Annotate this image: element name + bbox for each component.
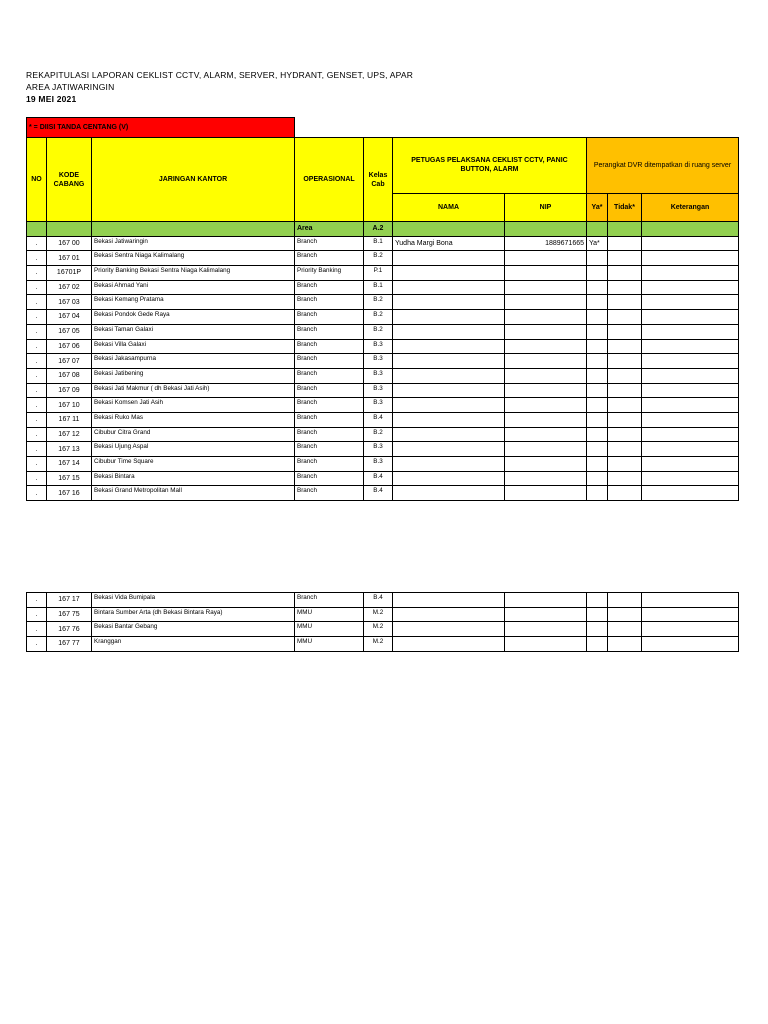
table-row: [27, 383, 739, 398]
row-jaringan-kantor: Bekasi Jakasampurna: [92, 354, 295, 369]
row-tidak: [608, 354, 642, 369]
table-row: [27, 471, 739, 486]
table-row: [27, 637, 739, 652]
row-no: .: [27, 412, 47, 427]
row-tidak: [608, 486, 642, 501]
row-kode-cabang: 167 06: [47, 339, 92, 354]
row-tidak: [608, 593, 642, 608]
checklist-table-continued: [26, 592, 739, 652]
row-no: .: [27, 324, 47, 339]
row-tidak: [608, 251, 642, 266]
row-tidak: [608, 427, 642, 442]
row-kelas: B.3: [364, 398, 393, 413]
row-tidak: [608, 324, 642, 339]
table-row: [27, 251, 739, 266]
row-nama: [393, 280, 505, 295]
table-row: [27, 295, 739, 310]
row-keterangan: [642, 251, 739, 266]
row-jaringan-kantor: Bekasi Jatiwaringin: [92, 236, 295, 251]
row-operasional: Branch: [295, 251, 364, 266]
row-kode-cabang: 167 76: [47, 622, 92, 637]
table-row: [27, 427, 739, 442]
row-kelas: B.3: [364, 442, 393, 457]
row-tidak: [608, 622, 642, 637]
col-ya-header: Ya*: [587, 193, 608, 221]
col-tidak-header: Tidak*: [608, 193, 642, 221]
row-nip: [505, 339, 587, 354]
row-operasional: Branch: [295, 236, 364, 251]
row-tidak: [608, 637, 642, 652]
row-ya: [587, 251, 608, 266]
row-no: .: [27, 368, 47, 383]
row-keterangan: [642, 354, 739, 369]
row-operasional: Branch: [295, 593, 364, 608]
row-no: .: [27, 236, 47, 251]
area-row: [27, 222, 739, 237]
row-no: .: [27, 295, 47, 310]
row-kelas: B.2: [364, 427, 393, 442]
row-nama: [393, 251, 505, 266]
table-row: [27, 280, 739, 295]
row-no: .: [27, 310, 47, 325]
row-tidak: [608, 471, 642, 486]
row-kelas: B.4: [364, 471, 393, 486]
row-jaringan-kantor: Kranggan: [92, 637, 295, 652]
row-operasional: Branch: [295, 486, 364, 501]
row-nama: [393, 471, 505, 486]
checklist-table: [26, 117, 739, 501]
row-ya: [587, 607, 608, 622]
row-tidak: [608, 383, 642, 398]
row-jaringan-kantor: Priority Banking Bekasi Sentra Niaga Kalimalang: [92, 266, 295, 281]
table-row: [27, 457, 739, 472]
row-jaringan-kantor: Bekasi Pondok Gede Raya: [92, 310, 295, 325]
row-no: .: [27, 383, 47, 398]
row-jaringan-kantor: Bekasi Vida Bumipala: [92, 593, 295, 608]
row-nama: [393, 295, 505, 310]
row-no: .: [27, 457, 47, 472]
row-operasional: Priority Banking: [295, 266, 364, 281]
row-keterangan: [642, 442, 739, 457]
row-kelas: B.2: [364, 310, 393, 325]
row-nama: [393, 324, 505, 339]
row-jaringan-kantor: Bintara Sumber Arta (dh Bekasi Bintara Raya): [92, 607, 295, 622]
row-kode-cabang: 167 01: [47, 251, 92, 266]
row-ya: [587, 622, 608, 637]
row-kelas: P.1: [364, 266, 393, 281]
row-kelas: B.3: [364, 368, 393, 383]
row-nama: [393, 383, 505, 398]
row-ya: [587, 310, 608, 325]
row-no: .: [27, 339, 47, 354]
row-kode-cabang: 167 77: [47, 637, 92, 652]
row-kelas: M.2: [364, 607, 393, 622]
row-nip: 1889671665: [505, 236, 587, 251]
row-ya: [587, 383, 608, 398]
row-ya: [587, 368, 608, 383]
row-nama: [393, 637, 505, 652]
row-nama: [393, 442, 505, 457]
row-tidak: [608, 412, 642, 427]
row-kode-cabang: 16701P: [47, 266, 92, 281]
row-kelas: B.4: [364, 486, 393, 501]
row-jaringan-kantor: Bekasi Ujung Aspal: [92, 442, 295, 457]
report-area: AREA JATIWARINGIN: [26, 82, 115, 92]
row-keterangan: [642, 457, 739, 472]
row-nip: [505, 295, 587, 310]
row-kelas: B.4: [364, 593, 393, 608]
row-kode-cabang: 167 16: [47, 486, 92, 501]
row-nip: [505, 486, 587, 501]
report-date: 19 MEI 2021: [26, 94, 77, 104]
table-row: [27, 324, 739, 339]
row-jaringan-kantor: Bekasi Jatibening: [92, 368, 295, 383]
row-tidak: [608, 310, 642, 325]
row-nip: [505, 310, 587, 325]
row-tidak: [608, 457, 642, 472]
row-keterangan: [642, 622, 739, 637]
col-jaringan-header: JARINGAN KANTOR: [92, 138, 295, 222]
row-ya: [587, 266, 608, 281]
row-nama: [393, 398, 505, 413]
table-row: [27, 339, 739, 354]
row-kode-cabang: 167 13: [47, 442, 92, 457]
table-row: [27, 368, 739, 383]
table-row: [27, 354, 739, 369]
row-ya: [587, 412, 608, 427]
row-nip: [505, 593, 587, 608]
row-nip: [505, 383, 587, 398]
table-row: [27, 266, 739, 281]
row-tidak: [608, 368, 642, 383]
row-nama: [393, 339, 505, 354]
row-keterangan: [642, 280, 739, 295]
row-nip: [505, 471, 587, 486]
row-keterangan: [642, 266, 739, 281]
table-row: [27, 310, 739, 325]
row-nip: [505, 427, 587, 442]
row-no: .: [27, 442, 47, 457]
row-nama: [393, 427, 505, 442]
row-kelas: B.2: [364, 295, 393, 310]
row-kelas: B.3: [364, 383, 393, 398]
table-row: [27, 442, 739, 457]
row-jaringan-kantor: Cibubur Time Square: [92, 457, 295, 472]
row-kode-cabang: 167 17: [47, 593, 92, 608]
table-row: [27, 607, 739, 622]
col-kelas-header: Kelas Cab: [364, 138, 393, 222]
table-row: [27, 593, 739, 608]
row-operasional: Branch: [295, 354, 364, 369]
row-nama: [393, 354, 505, 369]
row-operasional: Branch: [295, 412, 364, 427]
row-nip: [505, 457, 587, 472]
row-ya: [587, 427, 608, 442]
row-nama: [393, 310, 505, 325]
row-ya: [587, 593, 608, 608]
row-kelas: B.1: [364, 236, 393, 251]
row-nama: [393, 412, 505, 427]
row-jaringan-kantor: Cibubur Citra Grand: [92, 427, 295, 442]
row-ya: [587, 457, 608, 472]
area-kelas: A.2: [364, 222, 393, 237]
row-nip: [505, 280, 587, 295]
row-nama: [393, 457, 505, 472]
row-no: .: [27, 427, 47, 442]
row-kode-cabang: 167 09: [47, 383, 92, 398]
col-no-header: NO: [27, 138, 47, 222]
row-nip: [505, 442, 587, 457]
row-jaringan-kantor: Bekasi Bintara: [92, 471, 295, 486]
row-operasional: Branch: [295, 339, 364, 354]
row-kelas: M.2: [364, 622, 393, 637]
row-kode-cabang: 167 02: [47, 280, 92, 295]
row-nip: [505, 607, 587, 622]
row-kode-cabang: 167 00: [47, 236, 92, 251]
row-kelas: B.3: [364, 339, 393, 354]
row-jaringan-kantor: Bekasi Jati Makmur ( dh Bekasi Jati Asih): [92, 383, 295, 398]
row-nip: [505, 398, 587, 413]
row-keterangan: [642, 412, 739, 427]
row-kode-cabang: 167 15: [47, 471, 92, 486]
row-operasional: Branch: [295, 295, 364, 310]
row-operasional: Branch: [295, 324, 364, 339]
row-no: .: [27, 398, 47, 413]
row-kode-cabang: 167 11: [47, 412, 92, 427]
row-ya: [587, 280, 608, 295]
row-tidak: [608, 236, 642, 251]
row-jaringan-kantor: Bekasi Villa Galaxi: [92, 339, 295, 354]
row-nip: [505, 637, 587, 652]
row-keterangan: [642, 295, 739, 310]
row-ya: [587, 637, 608, 652]
row-nama: [393, 622, 505, 637]
row-tidak: [608, 339, 642, 354]
row-operasional: Branch: [295, 383, 364, 398]
row-ya: [587, 471, 608, 486]
fill-note: * = DIISI TANDA CENTANG (V): [27, 118, 295, 138]
row-tidak: [608, 280, 642, 295]
row-operasional: Branch: [295, 398, 364, 413]
row-jaringan-kantor: Bekasi Kemang Pratama: [92, 295, 295, 310]
row-keterangan: [642, 471, 739, 486]
row-operasional: Branch: [295, 427, 364, 442]
row-tidak: [608, 607, 642, 622]
row-nip: [505, 251, 587, 266]
row-jaringan-kantor: Bekasi Grand Metropolitan Mall: [92, 486, 295, 501]
row-no: .: [27, 251, 47, 266]
table-row: [27, 412, 739, 427]
row-nama: [393, 593, 505, 608]
row-nama: [393, 486, 505, 501]
row-ya: [587, 324, 608, 339]
row-kode-cabang: 167 03: [47, 295, 92, 310]
row-keterangan: [642, 607, 739, 622]
row-kelas: B.3: [364, 354, 393, 369]
col-dvr-header: Perangkat DVR ditempatkan di ruang server: [587, 138, 739, 194]
row-no: .: [27, 486, 47, 501]
row-keterangan: [642, 593, 739, 608]
row-keterangan: [642, 398, 739, 413]
row-kelas: B.2: [364, 324, 393, 339]
row-operasional: Branch: [295, 442, 364, 457]
row-operasional: Branch: [295, 457, 364, 472]
row-no: .: [27, 471, 47, 486]
row-keterangan: [642, 324, 739, 339]
row-jaringan-kantor: Bekasi Taman Galaxi: [92, 324, 295, 339]
row-operasional: Branch: [295, 471, 364, 486]
row-jaringan-kantor: Bekasi Komsen Jati Asih: [92, 398, 295, 413]
row-kelas: B.3: [364, 457, 393, 472]
row-keterangan: [642, 637, 739, 652]
row-operasional: MMU: [295, 607, 364, 622]
row-ya: [587, 398, 608, 413]
row-tidak: [608, 266, 642, 281]
row-nama: [393, 266, 505, 281]
table-row: [27, 236, 739, 251]
row-kode-cabang: 167 10: [47, 398, 92, 413]
row-ya: [587, 339, 608, 354]
row-nip: [505, 368, 587, 383]
row-no: .: [27, 354, 47, 369]
report-title: REKAPITULASI LAPORAN CEKLIST CCTV, ALARM, SERVER, HYDRANT, GENSET, UPS, APAR: [26, 70, 414, 80]
row-nama: [393, 607, 505, 622]
col-kode-header: KODE CABANG: [47, 138, 92, 222]
table-row: [27, 622, 739, 637]
row-nip: [505, 266, 587, 281]
row-keterangan: [642, 368, 739, 383]
row-operasional: MMU: [295, 622, 364, 637]
table-row: [27, 486, 739, 501]
row-kelas: B.2: [364, 251, 393, 266]
row-kode-cabang: 167 08: [47, 368, 92, 383]
row-ya: [587, 442, 608, 457]
col-keterangan-header: Keterangan: [642, 193, 739, 221]
col-operasional-header: OPERASIONAL: [295, 138, 364, 222]
row-nip: [505, 622, 587, 637]
row-kelas: B.4: [364, 412, 393, 427]
row-operasional: Branch: [295, 280, 364, 295]
row-ya: [587, 354, 608, 369]
row-jaringan-kantor: Bekasi Ahmad Yani: [92, 280, 295, 295]
row-tidak: [608, 442, 642, 457]
row-kode-cabang: 167 75: [47, 607, 92, 622]
row-kode-cabang: 167 07: [47, 354, 92, 369]
row-keterangan: [642, 236, 739, 251]
row-kelas: B.1: [364, 280, 393, 295]
row-no: .: [27, 607, 47, 622]
row-nip: [505, 324, 587, 339]
row-ya: [587, 486, 608, 501]
row-keterangan: [642, 383, 739, 398]
row-kelas: M.2: [364, 637, 393, 652]
row-kode-cabang: 167 04: [47, 310, 92, 325]
col-nip-header: NIP: [505, 193, 587, 221]
row-jaringan-kantor: Bekasi Ruko Mas: [92, 412, 295, 427]
table-row: [27, 398, 739, 413]
row-keterangan: [642, 427, 739, 442]
row-no: .: [27, 266, 47, 281]
row-no: .: [27, 593, 47, 608]
row-nama: [393, 368, 505, 383]
row-kode-cabang: 167 12: [47, 427, 92, 442]
row-tidak: [608, 295, 642, 310]
row-ya: Ya*: [587, 236, 608, 251]
row-keterangan: [642, 310, 739, 325]
row-nip: [505, 354, 587, 369]
row-tidak: [608, 398, 642, 413]
row-operasional: Branch: [295, 368, 364, 383]
row-jaringan-kantor: Bekasi Sentra Niaga Kalimalang: [92, 251, 295, 266]
row-keterangan: [642, 486, 739, 501]
row-ya: [587, 295, 608, 310]
row-nama: Yudha Margi Bona: [393, 236, 505, 251]
col-nama-header: NAMA: [393, 193, 505, 221]
area-label: Area: [295, 222, 364, 237]
row-no: .: [27, 622, 47, 637]
row-kode-cabang: 167 14: [47, 457, 92, 472]
row-operasional: Branch: [295, 310, 364, 325]
row-no: .: [27, 280, 47, 295]
row-operasional: MMU: [295, 637, 364, 652]
row-keterangan: [642, 339, 739, 354]
row-nip: [505, 412, 587, 427]
row-jaringan-kantor: Bekasi Bantar Gebang: [92, 622, 295, 637]
row-no: .: [27, 637, 47, 652]
col-petugas-header: PETUGAS PELAKSANA CEKLIST CCTV, PANIC BUTTON, ALARM: [393, 138, 587, 194]
row-kode-cabang: 167 05: [47, 324, 92, 339]
